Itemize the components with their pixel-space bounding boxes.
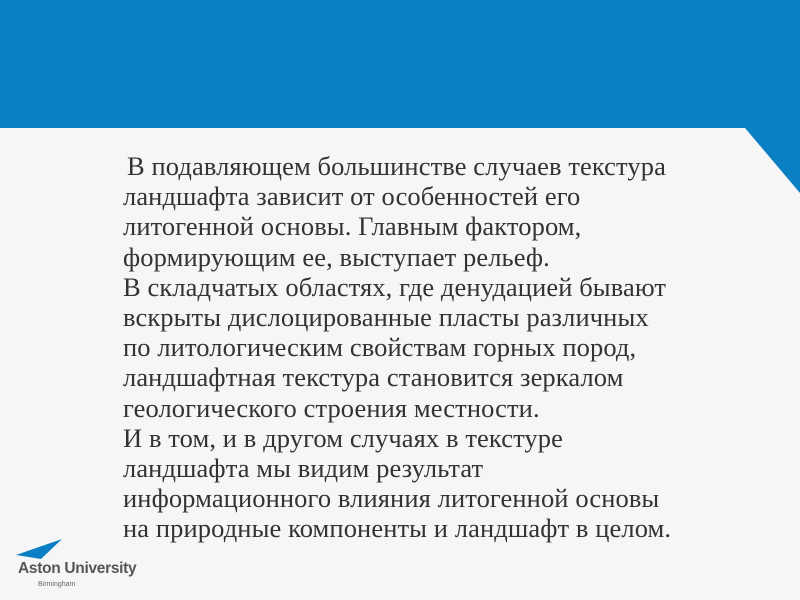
text-line: В подавляющем большинстве случаев текстура [127,151,666,181]
aston-triangle-icon [16,538,64,560]
text-line: И в том, и в другом случаях в текстуре [123,422,563,453]
text-line: ландшафтная текстура становится зеркалом [123,362,624,393]
text-line: литогенной основы. Главным фактором, [123,211,582,242]
body-text [123,151,783,544]
logo-university-name: Aston University [18,560,137,577]
aston-university-logo [14,538,139,593]
text-line: информационного влияния литогенной основы [123,483,660,514]
logo-city: Birmingham [38,581,76,588]
text-line: формирующим ее, выступает рельеф. [123,241,550,272]
text-line: ландшафта зависит от особенностей его [123,181,581,212]
text-line: геологического строения местности. [123,392,540,423]
text-line: ландшафта мы видим результат [123,453,484,484]
text-line: В складчатых областях, где денудацией бывают [123,271,667,302]
text-line: по литологическим свойствам горных пород, [123,332,637,363]
text-line: вскрыты дислоцированные пласты различных [123,302,649,333]
text-line: на природные компоненты и ландшафт в целом. [123,513,672,544]
